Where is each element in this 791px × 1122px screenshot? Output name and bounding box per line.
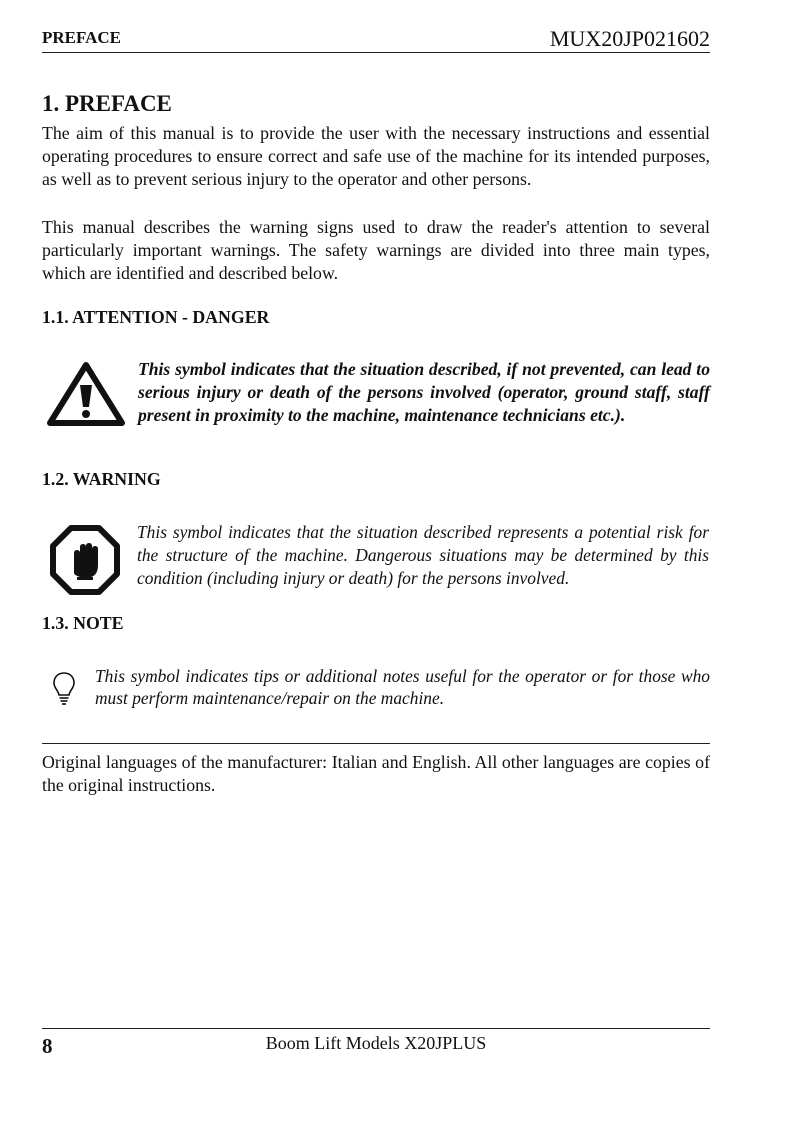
danger-description: This symbol indicates that the situation described, if not prevented, can lead to serious injury or death of the persons involved (operator, ground staff, staff present in proximity to the machine, maintenance technicians etc.). [138,359,710,425]
header-divider [42,52,710,53]
header-document-code: MUX20JP021602 [549,26,710,51]
footer-title: Boom Lift Models X20JPLUS [265,1033,487,1053]
warning-description: This symbol indicates that the situation described represents a potential risk for the structure of the machine. Dangerous situations may be determined by this condition (including injury or death) for the persons involved. [137,522,709,588]
section-title-danger: 1.1. ATTENTION - DANGER [42,307,270,327]
intro-paragraph-2: This manual describes the warning signs used to draw the reader's attention to several particularly important warnings. The safety warnings are divided into three main types, which are identified and described below. [42,217,710,283]
original-languages-note: Original languages of the manufacturer: Italian and English. All other languages are copies of the original instructions. [42,752,710,795]
page-heading: 1. PREFACE [42,91,172,116]
note-description: This symbol indicates tips or additional notes useful for the operator or for those who must perform maintenance/repair on the machine. [95,666,710,708]
intro-paragraph-1: The aim of this manual is to provide the user with the necessary instructions and essential operating procedures to ensure correct and safe use of the machine for its intended purposes, as well as to prevent serious injury to the operator and other persons. [42,123,710,189]
stop-hand-icon [50,525,120,595]
danger-triangle-icon [46,361,126,427]
lightbulb-icon [52,671,76,707]
section-title-warning: 1.2. WARNING [42,469,161,489]
section-title-note: 1.3. NOTE [42,613,124,633]
section-divider [42,743,710,744]
header-section-title: PREFACE [42,28,122,47]
page-number: 8 [42,1034,53,1058]
footer-divider [42,1028,710,1029]
